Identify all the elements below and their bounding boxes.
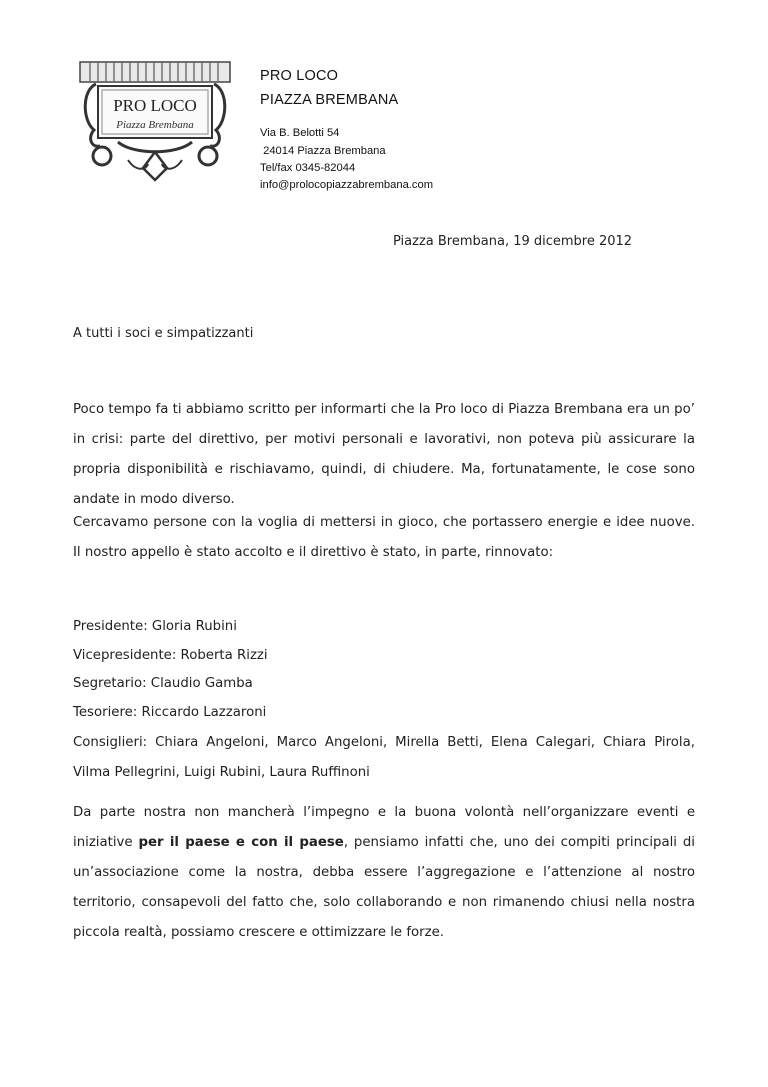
phone-fax: Tel/fax 0345-82044: [260, 162, 356, 174]
paragraph-3-text-end: , pensiamo infatti che, uno dei compiti principali di un’associazione come la nostra, debba essere l’aggregazione e l’attenzione al nostro territorio, consapevoli del fatto che, solo collaborando e non rimanendo chiusi nella nostra piccola realtà, possiamo crescere e ottimizzare le forze.: [73, 835, 695, 940]
paragraph-3: [73, 798, 695, 948]
logo-subtitle: Piazza Brembana: [116, 119, 194, 131]
paragraph-2: Cercavamo persone con la voglia di mettersi in gioco, che portassero energie e idee nuove. Il nostro appello è stato accolto e il direttivo è stato, in parte, rinnovato:: [73, 515, 695, 560]
paragraph-1: Poco tempo fa ti abbiamo scritto per informarti che la Pro loco di Piazza Brembana era un po’ in crisi: parte del direttivo, per motivi personali e lavorativi, non poteva più assicurare la propria disponibilità e rischiavamo, quindi, di chiudere. Ma, fortunatamente, le cose sono andate in modo diverso.: [73, 402, 695, 507]
board-member-secretary: Segretario: Claudio Gamba: [73, 676, 253, 691]
postal-address: 24014 Piazza Brembana: [260, 145, 386, 157]
address: Via B. Belotti 54: [260, 127, 340, 139]
org-name-line2: PIAZZA BREMBANA: [260, 92, 399, 108]
board-member-vicepresident: Vicepresidente: Roberta Rizzi: [73, 648, 268, 663]
board-member-president: Presidente: Gloria Rubini: [73, 619, 237, 634]
pro-loco-logo: [78, 60, 232, 188]
paragraph-3-text: Da parte nostra non mancherà l’impegno e la buona volontà nell’organizzare eventi e iniziative: [73, 805, 695, 850]
paragraph-3-emphasis: per il paese e con il paese: [138, 835, 344, 850]
logo-title: PRO LOCO: [113, 96, 197, 115]
date-line: Piazza Brembana, 19 dicembre 2012: [393, 234, 633, 249]
board-member-treasurer: Tesoriere: Riccardo Lazzaroni: [73, 705, 267, 720]
salutation: A tutti i soci e simpatizzanti: [73, 326, 254, 341]
councillors: Consiglieri: Chiara Angeloni, Marco Angeloni, Mirella Betti, Elena Calegari, Chiara Pirola, Vilma Pellegrini, Luigi Rubini, Laura Ruffinoni: [73, 735, 695, 780]
org-name-line1: PRO LOCO: [260, 68, 339, 84]
email-address[interactable]: info@prolocopiazzabrembana.com: [260, 179, 434, 191]
